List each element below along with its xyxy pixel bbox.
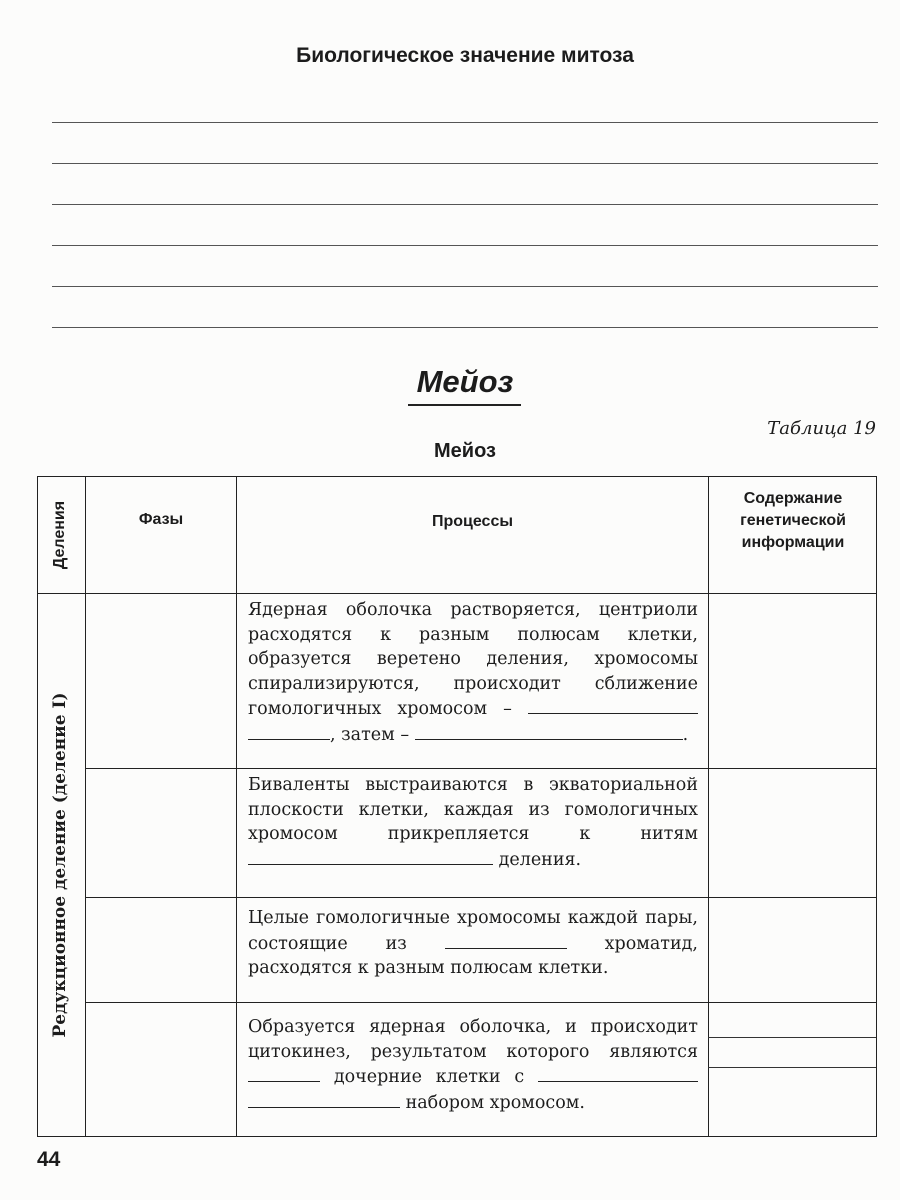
header-processes: Процессы — [431, 513, 514, 530]
answer-line[interactable] — [52, 122, 878, 123]
table-title: Мейоз — [434, 440, 496, 462]
fill-blank[interactable] — [248, 1064, 320, 1082]
fill-blank[interactable] — [445, 931, 567, 949]
process-text: деления. — [498, 849, 582, 870]
page-number: 44 — [37, 1148, 61, 1171]
column-divider — [85, 477, 86, 1136]
process-row-prophase — [248, 598, 698, 747]
header-genetic-info: Содержание генетической информации — [740, 490, 846, 551]
header-phases: Фазы — [138, 511, 184, 528]
column-divider — [236, 477, 237, 1136]
process-text: Целые гомологичные хромосомы каждой пары, состоящие из — [248, 908, 698, 954]
division-name: Редукционное деление (деление I) — [50, 692, 70, 1038]
process-text: дочерние клетки с — [333, 1067, 525, 1087]
process-text: хроматид, расходятся к разным полюсам клетки. — [248, 933, 698, 978]
row-divider — [85, 1002, 876, 1003]
table-label: Таблица 19 — [767, 418, 876, 439]
process-row-telophase — [248, 1015, 698, 1115]
process-text: Ядерная оболочка растворяется, центриоли расходятся к разным полюсам клетки, образуется веретено деления, хромосомы спирализируются, происходит сближение гомологичных хромосом – — [248, 600, 698, 719]
process-text: , затем – — [330, 724, 410, 745]
fill-blank[interactable] — [415, 722, 683, 740]
fill-blank[interactable] — [538, 1064, 698, 1082]
meiosis-table — [37, 476, 877, 1137]
answer-line[interactable] — [52, 245, 878, 246]
process-text: Образуется ядерная оболочка, и происходит цитокинез, результатом которого являются — [248, 1017, 698, 1062]
answer-line[interactable] — [52, 286, 878, 287]
fill-blank[interactable] — [248, 1090, 400, 1108]
answer-line[interactable] — [708, 1067, 876, 1068]
chapter-underline — [408, 404, 521, 406]
answer-line[interactable] — [708, 1037, 876, 1038]
fill-blank[interactable] — [528, 696, 698, 714]
fill-blank[interactable] — [248, 722, 330, 740]
process-text: набором хромосом. — [405, 1092, 585, 1113]
row-divider — [85, 768, 876, 769]
header-division: Деления — [51, 500, 68, 570]
process-row-anaphase — [248, 906, 698, 981]
header-divider — [38, 593, 876, 594]
process-text: . — [682, 724, 689, 745]
mitosis-significance-heading: Биологическое значение митоза — [296, 44, 634, 67]
chapter-title: Мейоз — [416, 364, 514, 399]
process-text: Биваленты выстраиваются в экваториальной плоскости клетки, каждая из гомологичных хромосом прикрепляется к нитям — [248, 775, 698, 844]
fill-blank[interactable] — [248, 847, 493, 865]
answer-line[interactable] — [52, 204, 878, 205]
process-row-metaphase — [248, 773, 698, 872]
row-divider — [85, 897, 876, 898]
answer-line[interactable] — [52, 163, 878, 164]
answer-line[interactable] — [52, 327, 878, 328]
